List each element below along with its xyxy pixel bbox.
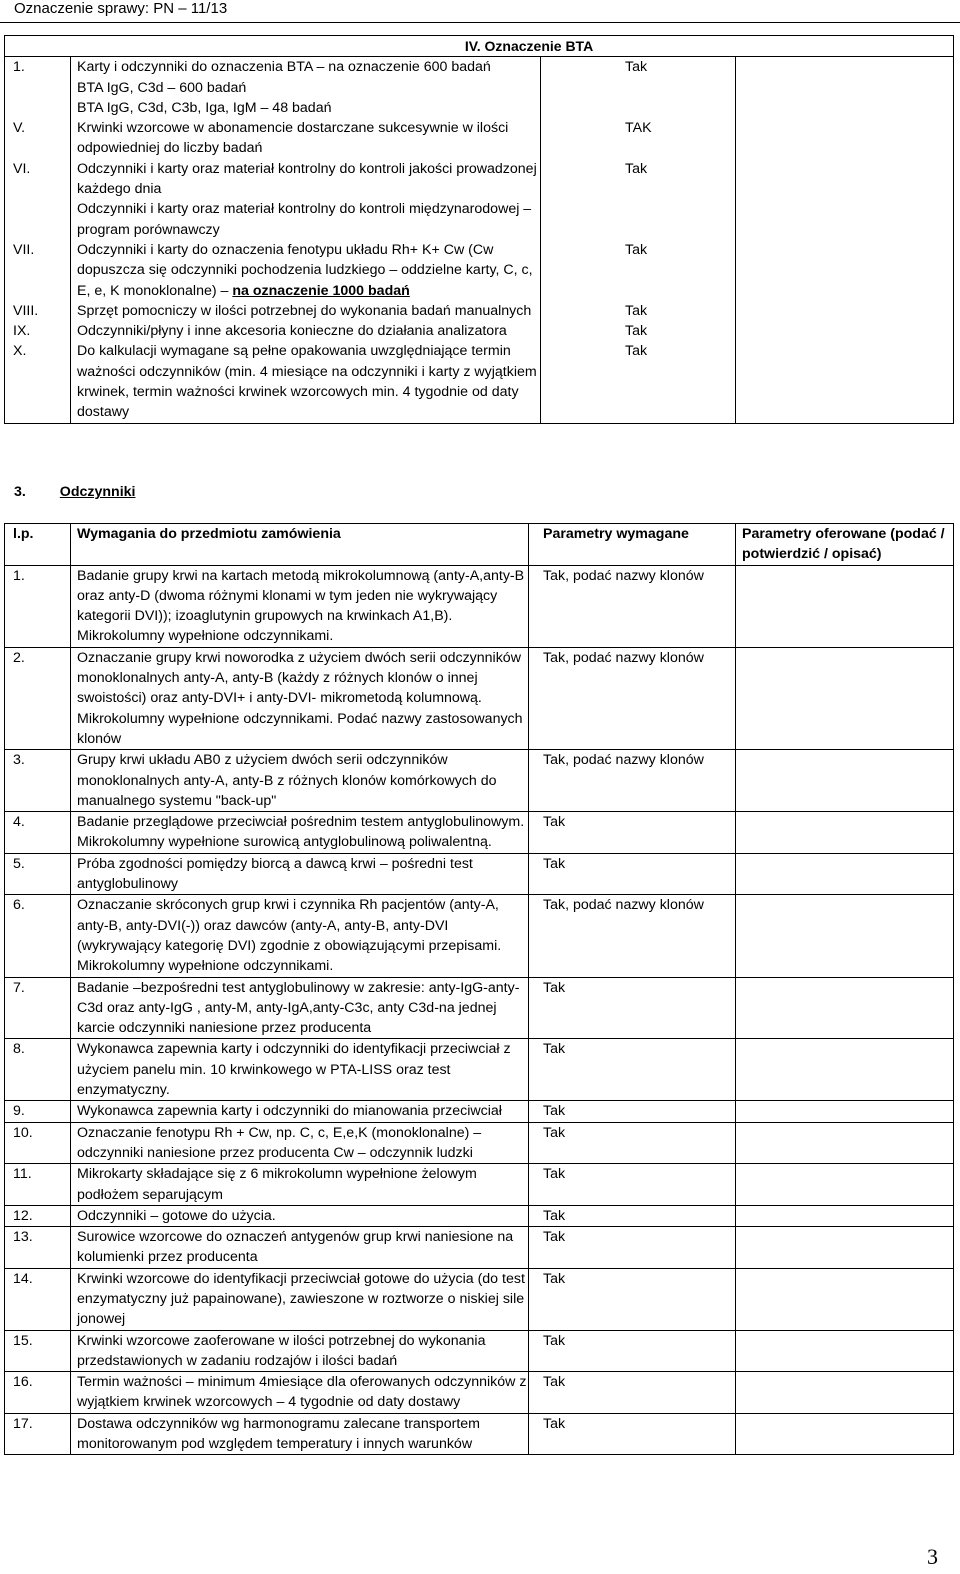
row-requirement: Próba zgodności pomiędzy biorcą a dawcą krwi – pośredni test antyglobulinowy — [71, 853, 529, 895]
bta-row-offer — [736, 57, 954, 118]
table-row — [5, 1205, 954, 1226]
bta-row-line: Karty i odczynniki do oznaczenia BTA – na oznaczenie 600 badań — [77, 59, 491, 76]
bta-row-offer — [736, 240, 954, 301]
section-3-number: 3. — [14, 484, 26, 500]
bta-row-offer — [736, 159, 954, 240]
bta-table — [4, 35, 954, 424]
row-number: 17. — [5, 1413, 71, 1455]
row-offer-cell — [736, 1330, 954, 1372]
row-offer-cell — [736, 1164, 954, 1206]
row-requirement: Mikrokarty składające się z 6 mikrokolumn wypełnione żelowym podłożem separującym — [71, 1164, 529, 1206]
row-required-param: Tak, podać nazwy klonów — [529, 647, 736, 749]
row-required-param: Tak — [529, 1227, 736, 1269]
bta-row — [5, 57, 954, 118]
table-row — [5, 1101, 954, 1122]
row-requirement: Oznaczanie fenotypu Rh + Cw, np. C, c, E,e,K (monoklonalne) – odczynniki naniesione przez producenta Cw – odczynnik ludzki — [71, 1122, 529, 1164]
bta-row-line: Odczynniki i karty do oznaczenia fenotypu układu Rh+ K+ Cw (Cw dopuszcza się odczynniki pochodzenia ludzkiego – oddzielne karty, C, c, E, e, K monoklonalne) – — [77, 241, 533, 299]
table-row — [5, 1372, 954, 1414]
bta-row-text — [71, 321, 541, 341]
header-requirements: Wymagania do przedmiotu zamówienia — [71, 524, 529, 566]
header-params: Parametry wymagane — [529, 524, 736, 566]
row-offer-cell — [736, 1227, 954, 1269]
table-header-row — [5, 524, 954, 566]
bta-row-text — [71, 159, 541, 240]
row-offer-cell — [736, 1122, 954, 1164]
table-row — [5, 1227, 954, 1269]
table-row — [5, 1268, 954, 1330]
table-row — [5, 1039, 954, 1101]
table-row — [5, 1164, 954, 1206]
row-requirement: Krwinki wzorcowe zaoferowane w ilości potrzebnej do wykonania przedstawionych w zadaniu rodzajów i ilości badań — [71, 1330, 529, 1372]
bta-row-line: Odczynniki i karty oraz materiał kontrolny do kontroli jakości prowadzonej każdego dnia — [77, 160, 537, 198]
row-number: 2. — [5, 647, 71, 749]
bta-row-offer — [736, 301, 954, 321]
row-required-param: Tak — [529, 1268, 736, 1330]
row-offer-cell — [736, 1413, 954, 1455]
row-requirement: Wykonawca zapewnia karty i odczynniki do identyfikacji przeciwciał z użyciem panelu min. 10 krwinkowego w PTA-LISS oraz test enzymatyczny. — [71, 1039, 529, 1101]
bta-row-offer — [736, 118, 954, 159]
row-required-param: Tak — [529, 1330, 736, 1372]
header-rule — [0, 22, 960, 23]
row-number: 3. — [5, 750, 71, 812]
bta-row-line: Do kalkulacji wymagane są pełne opakowania uwzględniające termin ważności odczynników (min. 4 miesiące na odczynniki i karty z wyjątkiem krwinek, termin ważności krwinek wzorcowych min. 4 tygodnie od daty dostawy — [77, 343, 537, 421]
row-offer-cell — [736, 853, 954, 895]
row-required-param: Tak — [529, 1101, 736, 1122]
row-requirement: Termin ważności – minimum 4miesiące dla oferowanych odczynników z wyjątkiem krwinek wzorcowych – 4 tygodnie od daty dostawy — [71, 1372, 529, 1414]
row-required-param: Tak — [529, 812, 736, 854]
row-offer-cell — [736, 977, 954, 1039]
table-row — [5, 1122, 954, 1164]
bta-row-number: VII. — [5, 240, 71, 301]
row-offer-cell — [736, 1372, 954, 1414]
row-offer-cell — [736, 750, 954, 812]
table-row — [5, 1330, 954, 1372]
row-offer-cell — [736, 1039, 954, 1101]
row-offer-cell — [736, 1101, 954, 1122]
row-number: 5. — [5, 853, 71, 895]
table-row — [5, 1413, 954, 1455]
row-number: 14. — [5, 1268, 71, 1330]
bta-row-value: TAK — [541, 118, 736, 159]
header — [14, 0, 227, 18]
row-required-param: Tak — [529, 853, 736, 895]
bta-row — [5, 301, 954, 321]
table-row — [5, 565, 954, 647]
row-number: 7. — [5, 977, 71, 1039]
bta-row-text — [71, 240, 541, 301]
row-required-param: Tak — [529, 1164, 736, 1206]
bta-row-number: VI. — [5, 159, 71, 240]
bta-row-number: VIII. — [5, 301, 71, 321]
bta-row — [5, 321, 954, 341]
bta-row-text — [71, 341, 541, 423]
bta-row-value: Tak — [541, 301, 736, 321]
bta-row-line: BTA IgG, C3d, C3b, Iga, IgM – 48 badań — [77, 99, 332, 116]
row-requirement: Surowice wzorcowe do oznaczeń antygenów grup krwi naniesione na kolumienki przez producenta — [71, 1227, 529, 1269]
row-number: 13. — [5, 1227, 71, 1269]
bta-row-offer — [736, 341, 954, 423]
row-required-param: Tak, podać nazwy klonów — [529, 750, 736, 812]
row-number: 12. — [5, 1205, 71, 1226]
section-3-label: Odczynniki — [59, 484, 136, 500]
row-number: 1. — [5, 565, 71, 647]
table-row — [5, 647, 954, 749]
row-required-param: Tak — [529, 1205, 736, 1226]
header-offer: Parametry oferowane (podać / potwierdzić / opisać) — [736, 524, 954, 566]
row-requirement: Odczynniki – gotowe do użycia. — [71, 1205, 529, 1226]
case-mark: Oznaczenie sprawy: PN – 11/13 — [14, 0, 228, 17]
bta-row-line: Krwinki wzorcowe w abonamencie dostarczane sukcesywnie w ilości odpowiedniej do liczby badań — [77, 120, 509, 157]
bta-row-value: Tak — [541, 321, 736, 341]
row-number: 15. — [5, 1330, 71, 1372]
bta-row-number: IX. — [5, 321, 71, 341]
row-number: 10. — [5, 1122, 71, 1164]
row-number: 11. — [5, 1164, 71, 1206]
row-number: 8. — [5, 1039, 71, 1101]
row-number: 9. — [5, 1101, 71, 1122]
table-row — [5, 812, 954, 854]
section-3-title — [14, 484, 135, 500]
bta-row-offer — [736, 321, 954, 341]
row-requirement: Badanie grupy krwi na kartach metodą mikrokolumnową (anty-A,anty-B oraz anty-D (dwoma różnymi klonami w tym jeden nie wykrywający kategorii DVI)); izoaglutynin grupowych na krwinkach A1,B). Mikrokolumny wypełnione odczynnikami. — [71, 565, 529, 647]
section-iv-title: IV. Oznaczenie BTA — [5, 36, 954, 57]
row-number: 16. — [5, 1372, 71, 1414]
bta-row-number: X. — [5, 341, 71, 423]
row-offer-cell — [736, 895, 954, 977]
row-number: 4. — [5, 812, 71, 854]
row-required-param: Tak, podać nazwy klonów — [529, 895, 736, 977]
requirements-table — [4, 523, 954, 1455]
bta-row-bold-suffix: na oznaczenie 1000 badań — [232, 282, 410, 299]
bta-row — [5, 240, 954, 301]
row-offer-cell — [736, 1205, 954, 1226]
row-number: 6. — [5, 895, 71, 977]
bta-row — [5, 118, 954, 159]
row-requirement: Oznaczanie skróconych grup krwi i czynnika Rh pacjentów (anty-A, anty-B, anty-DVI(-)) oraz dawców (anty-A, anty-B, anty-DVI (wykrywający kategorię DVI) zgodnie z obowiązującymi przepisami. Mikrokolumny wypełnione odczynnikami. — [71, 895, 529, 977]
row-required-param: Tak — [529, 977, 736, 1039]
bta-row-number: 1. — [5, 57, 71, 118]
row-required-param: Tak — [529, 1372, 736, 1414]
bta-row — [5, 341, 954, 423]
bta-row-value: Tak — [541, 240, 736, 301]
row-requirement: Badanie –bezpośredni test antyglobulinowy w zakresie: anty-IgG-anty-C3d oraz anty-IgG , anty-M, anty-IgA,anty-C3c, anty C3d-na jednej karcie odczynniki naniesione przez producenta — [71, 977, 529, 1039]
row-requirement: Dostawa odczynników wg harmonogramu zalecane transportem monitorowanym pod względem temperatury i innych warunków — [71, 1413, 529, 1455]
table-row — [5, 853, 954, 895]
page-number: 3 — [927, 1544, 938, 1569]
row-requirement: Oznaczanie grupy krwi noworodka z użyciem dwóch serii odczynników monoklonalnych anty-A, anty-B (każdy z różnych klonów o innej swoistości) oraz anty-DVI+ i anty-DVI- mikrometodą kolumnową. Mikrokolumny wypełnione odczynnikami. Podać nazwy zastosowanych klonów — [71, 647, 529, 749]
row-requirement: Badanie przeglądowe przeciwciał pośrednim testem antyglobulinowym. Mikrokolumny wypełnione surowicą antyglobulinową poliwalentną. — [71, 812, 529, 854]
row-required-param: Tak, podać nazwy klonów — [529, 565, 736, 647]
row-offer-cell — [736, 812, 954, 854]
bta-row — [5, 159, 954, 240]
bta-row-text — [71, 118, 541, 159]
bta-row-value: Tak — [541, 159, 736, 240]
row-offer-cell — [736, 647, 954, 749]
row-required-param: Tak — [529, 1413, 736, 1455]
table-row — [5, 750, 954, 812]
row-requirement: Wykonawca zapewnia karty i odczynniki do mianowania przeciwciał — [71, 1101, 529, 1122]
bta-row-text — [71, 57, 541, 118]
table-row — [5, 977, 954, 1039]
row-offer-cell — [736, 1268, 954, 1330]
bta-row-line: BTA IgG, C3d – 600 badań — [77, 79, 247, 96]
bta-row-value: Tak — [541, 57, 736, 118]
bta-row-number: V. — [5, 118, 71, 159]
bta-row-value: Tak — [541, 341, 736, 423]
row-requirement: Krwinki wzorcowe do identyfikacji przeciwciał gotowe do użycia (do test enzymatyczny już papainowane), zawieszone w roztworze o niskiej sile jonowej — [71, 1268, 529, 1330]
row-required-param: Tak — [529, 1039, 736, 1101]
table-row — [5, 895, 954, 977]
header-lp: l.p. — [5, 524, 71, 566]
bta-row-line: Odczynniki i karty oraz materiał kontrolny do kontroli międzynarodowej – program porównawczy — [77, 201, 532, 238]
row-offer-cell — [736, 565, 954, 647]
row-required-param: Tak — [529, 1122, 736, 1164]
bta-row-line: Sprzęt pomocniczy w ilości potrzebnej do wykonania badań manualnych — [77, 302, 532, 319]
bta-row-line: Odczynniki/płyny i inne akcesoria konieczne do działania analizatora — [77, 323, 507, 340]
row-requirement: Grupy krwi układu AB0 z użyciem dwóch serii odczynników monoklonalnych anty-A, anty-B z różnych klonów komórkowych do manualnego systemu "back-up" — [71, 750, 529, 812]
bta-row-text — [71, 301, 541, 321]
